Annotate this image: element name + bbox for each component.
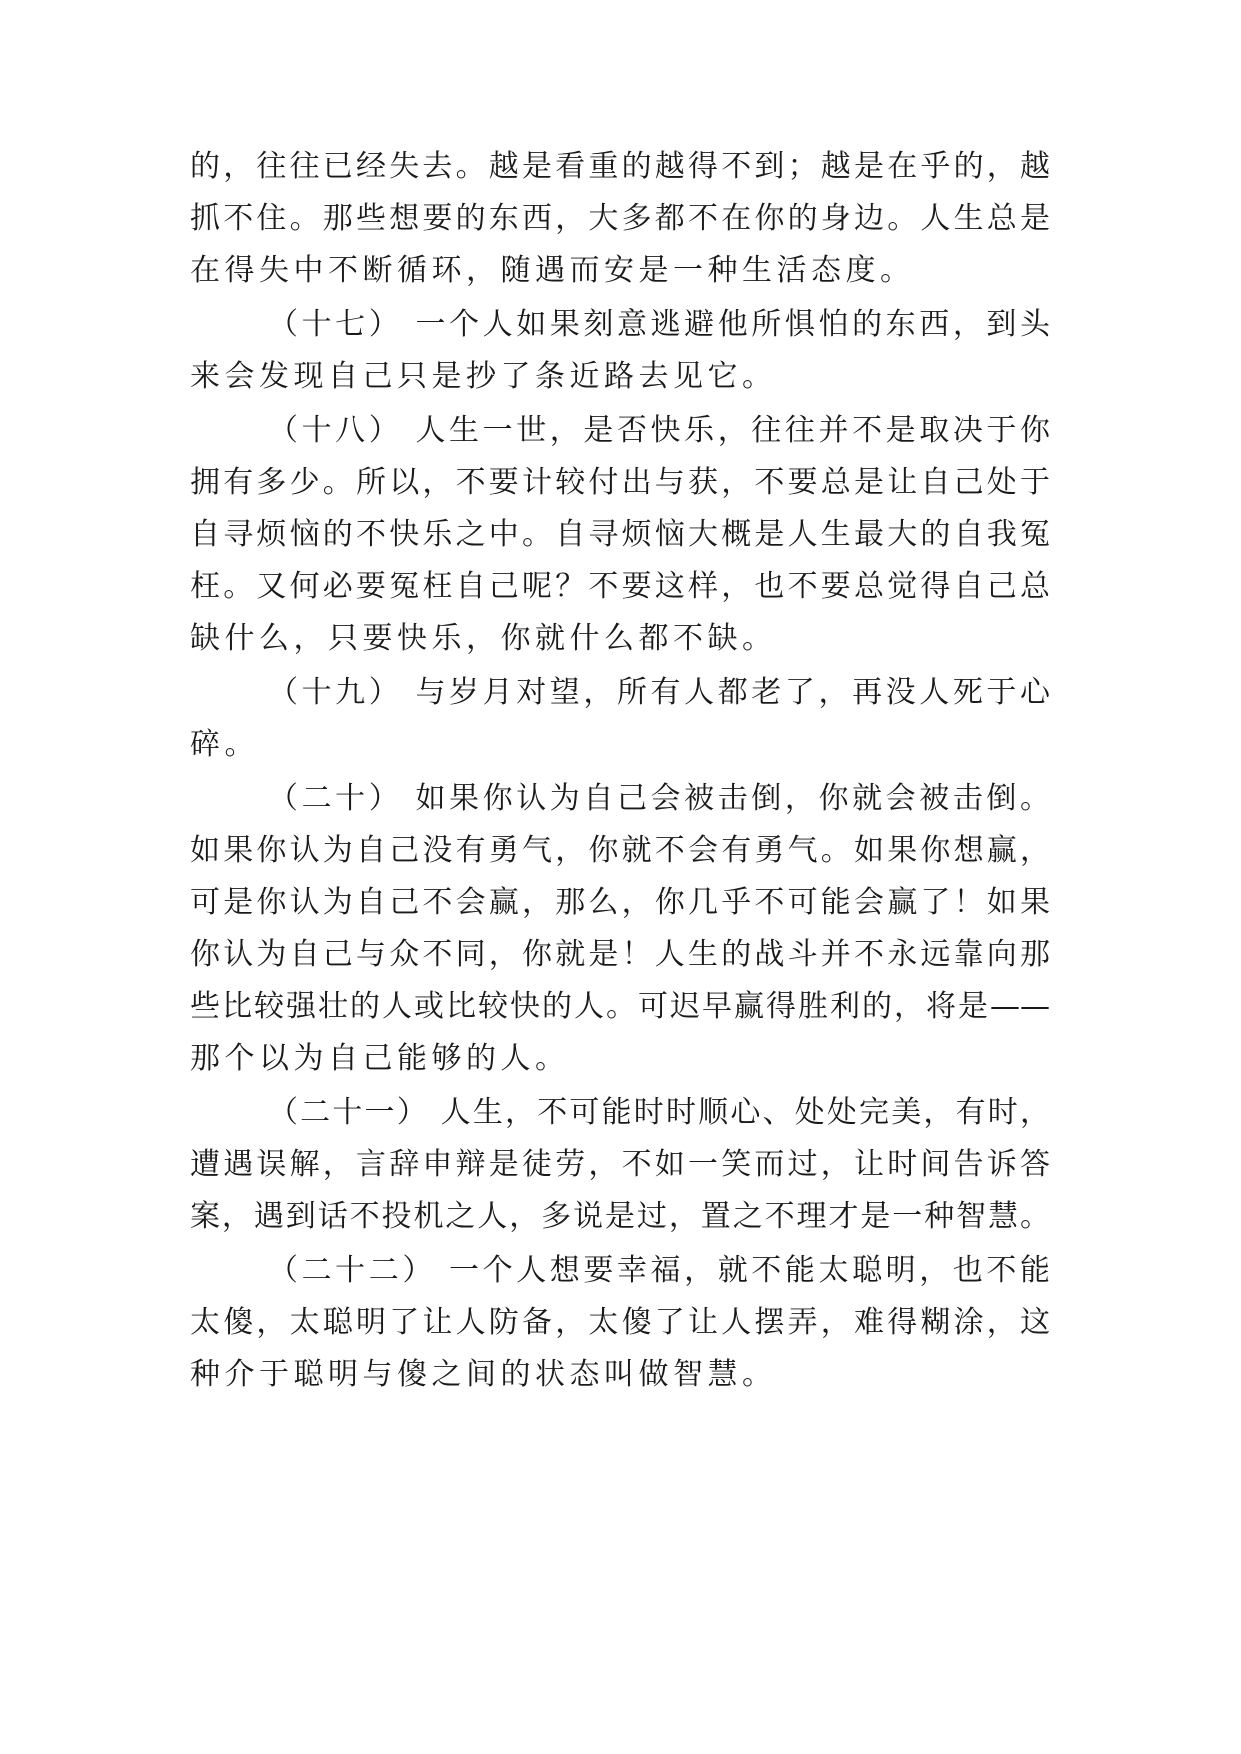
text-line: 遭遇误解，言辞申辩是徒劳，不如一笑而过，让时间告诉答 (190, 1147, 1050, 1182)
text-line: 可是你认为自己不会赢，那么，你几乎不可能会赢了！如果 (190, 885, 1050, 920)
text-line: 碎。 (190, 727, 259, 762)
text-line: 太傻，太聪明了让人防备，太傻了让人摆弄，难得糊涂，这 (190, 1305, 1050, 1340)
text-line: 抓不住。那些想要的东西，大多都不在你的身边。人生总是 (190, 201, 1050, 236)
text-line: 些比较强壮的人或比较快的人。可迟早赢得胜利的，将是—— (190, 989, 1050, 1024)
text-line: 在得失中不断循环，随遇而安是一种生活态度。 (190, 253, 915, 288)
paragraph-22-first-line: （二十二） 一个人想要幸福，就不能太聪明，也不能 (268, 1253, 1050, 1288)
paragraph-19-first-line: （十九） 与岁月对望，所有人都老了，再没人死于心 (268, 675, 1050, 710)
text-line: 种介于聪明与傻之间的状态叫做智慧。 (190, 1357, 777, 1392)
text-line: 枉。又何必要冤枉自己呢？不要这样，也不要总觉得自己总 (190, 569, 1050, 604)
text-line: 如果你认为自己没有勇气，你就不会有勇气。如果你想赢， (190, 833, 1050, 868)
text-line: 来会发现自己只是抄了条近路去见它。 (190, 359, 777, 394)
text-line: 案，遇到话不投机之人，多说是过，置之不理才是一种智慧。 (190, 1199, 1050, 1234)
text-line: 拥有多少。所以，不要计较付出与获，不要总是让自己处于 (190, 465, 1050, 500)
text-line: 你认为自己与众不同，你就是！人生的战斗并不永远靠向那 (190, 937, 1050, 972)
text-line: 那个以为自己能够的人。 (190, 1041, 570, 1076)
text-line: 缺什么，只要快乐，你就什么都不缺。 (190, 621, 777, 656)
paragraph-21-first-line: （二十一） 人生，不可能时时顺心、处处完美，有时， (268, 1095, 1050, 1130)
paragraph-18-first-line: （十八） 人生一世，是否快乐，往往并不是取决于你 (268, 413, 1050, 448)
paragraph-20-first-line: （二十） 如果你认为自己会被击倒，你就会被击倒。 (268, 781, 1050, 816)
text-line: 自寻烦恼的不快乐之中。自寻烦恼大概是人生最大的自我冤 (190, 517, 1050, 552)
text-line: 的，往往已经失去。越是看重的越得不到；越是在乎的，越 (190, 149, 1050, 184)
paragraph-17-first-line: （十七） 一个人如果刻意逃避他所惧怕的东西，到头 (268, 307, 1050, 342)
